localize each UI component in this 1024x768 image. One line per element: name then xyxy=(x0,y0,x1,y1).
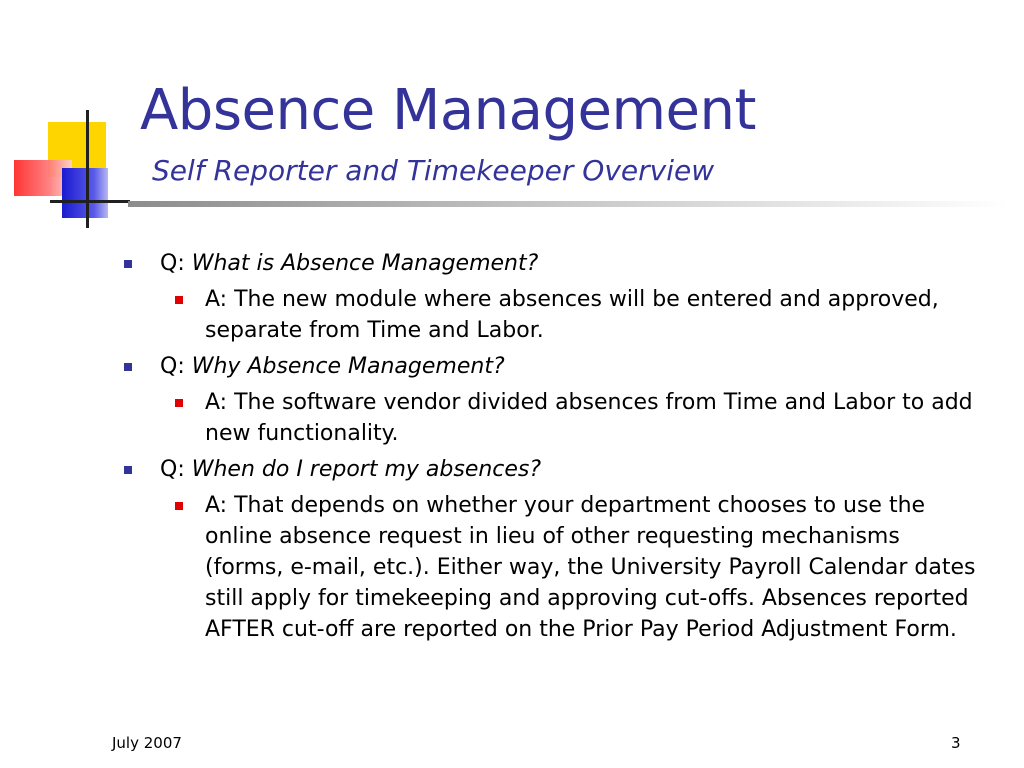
answer-item xyxy=(120,387,980,449)
square-bullet-icon xyxy=(124,260,132,268)
question-text: When do I report my absences? xyxy=(191,457,542,482)
square-bullet-icon xyxy=(124,363,132,371)
answer-text: A: That depends on whether your department chooses to use the online absence request in lieu of other requesting mechanisms (forms, e-mail, etc.). Either way, the University Payroll Calendar dates still apply for timekeeping and approving cut-offs. Absences reported AFTER cut-off are reported on the Prior Pay Period Adjustment Form. xyxy=(205,493,976,642)
question-item xyxy=(120,351,980,382)
horizontal-line-shape xyxy=(50,200,130,203)
square-bullet-icon xyxy=(175,296,183,304)
slide-subtitle: Self Reporter and Timekeeper Overview xyxy=(152,154,715,187)
blue-square-shape xyxy=(62,168,108,218)
square-bullet-icon xyxy=(175,399,183,407)
square-bullet-icon xyxy=(124,466,132,474)
question-text: Why Absence Management? xyxy=(191,354,505,379)
answer-text: A: The new module where absences will be entered and approved, separate from Time and Labor. xyxy=(205,287,939,343)
page-number: 3 xyxy=(951,734,961,752)
slide-title: Absence Management xyxy=(140,78,756,143)
answer-item xyxy=(120,284,980,346)
answer-text: A: The software vendor divided absences from Time and Labor to add new functionality. xyxy=(205,390,973,446)
question-prefix: Q: xyxy=(160,457,192,482)
title-underline xyxy=(128,201,1008,207)
answer-item xyxy=(120,490,980,645)
question-item xyxy=(120,248,980,279)
question-prefix: Q: xyxy=(160,354,192,379)
question-text: What is Absence Management? xyxy=(191,251,539,276)
vertical-line-shape xyxy=(86,110,89,228)
slide-body xyxy=(120,248,980,650)
question-prefix: Q: xyxy=(160,251,192,276)
footer-date: July 2007 xyxy=(112,734,182,752)
question-item xyxy=(120,454,980,485)
square-bullet-icon xyxy=(175,502,183,510)
